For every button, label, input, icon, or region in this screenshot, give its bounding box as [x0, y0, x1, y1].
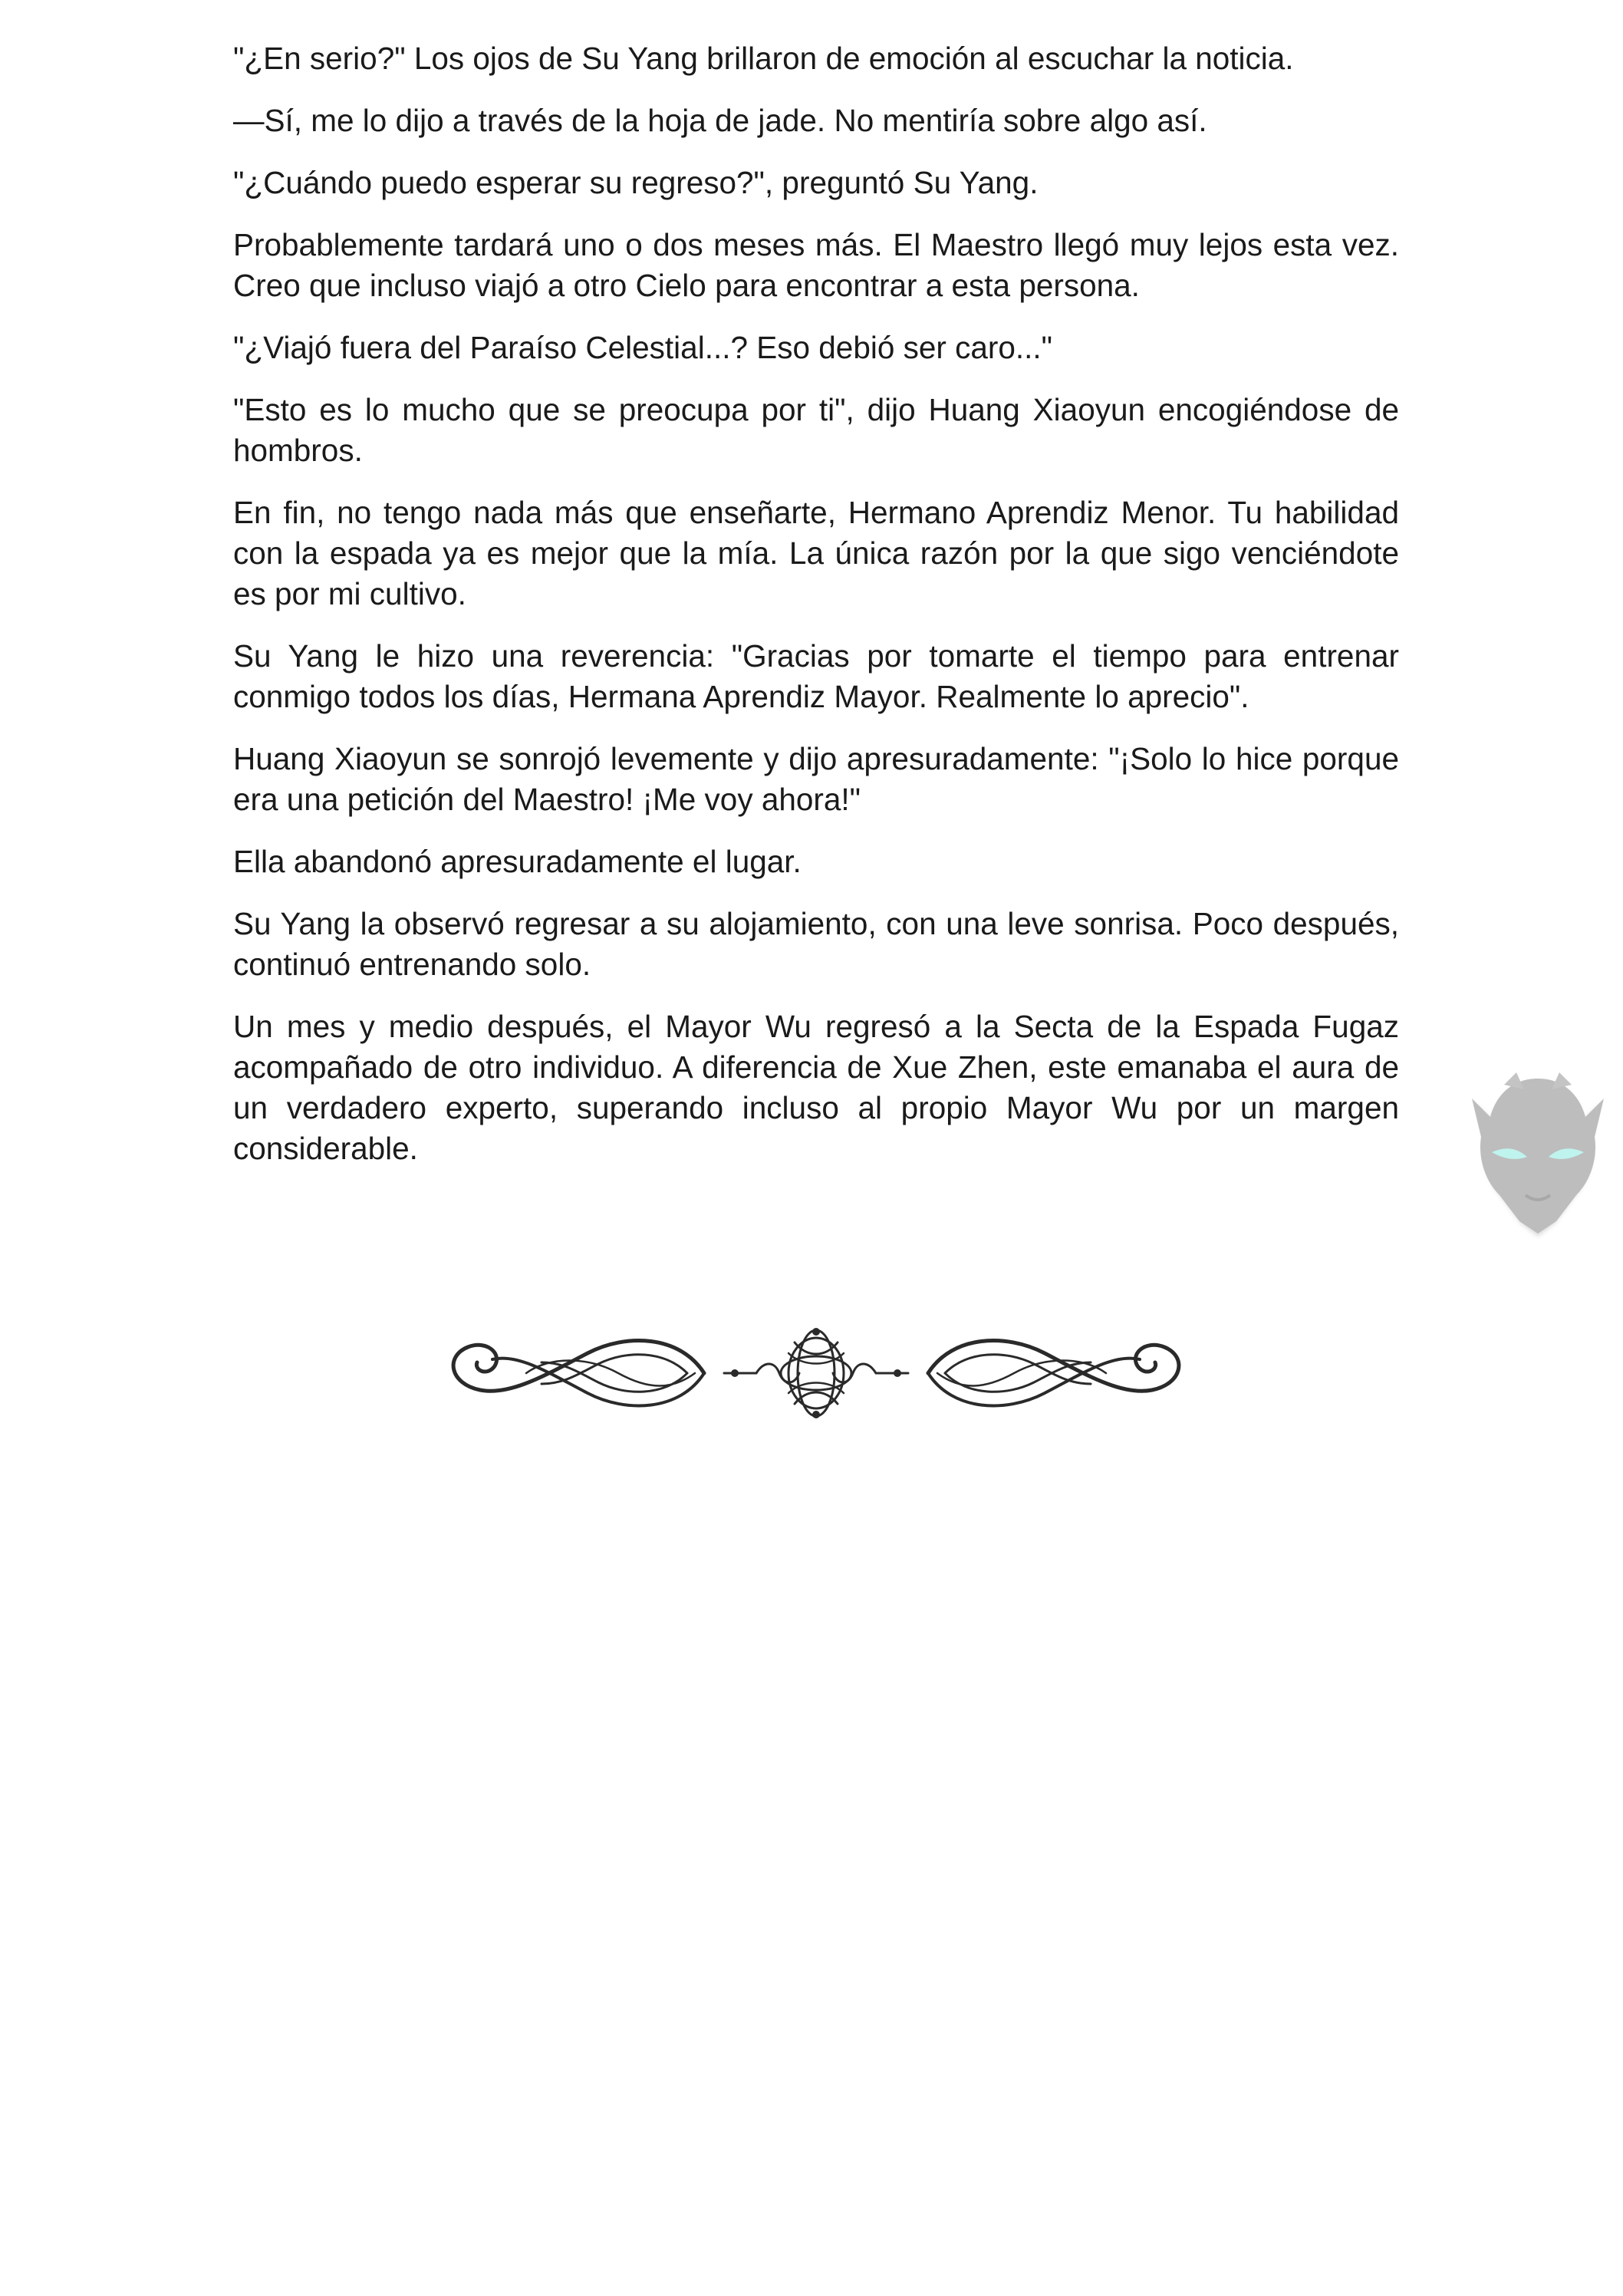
demon-head-icon [1461, 1066, 1615, 1243]
paragraph: Su Yang la observó regresar a su alojamiento, con una leve sonrisa. Poco después, continuó entrenando solo. [233, 906, 1399, 982]
paragraph: —Sí, me lo dijo a través de la hoja de jade. No mentiría sobre algo así. [233, 103, 1207, 138]
paragraph: Probablemente tardará uno o dos meses más. El Maestro llegó muy lejos esta vez. Creo que incluso viajó a otro Cielo para encontrar a esta persona. [233, 227, 1399, 303]
paragraph: En fin, no tengo nada más que enseñarte, Hermano Aprendiz Menor. Tu habilidad con la espada ya es mejor que la mía. La única razón por la que sigo venciéndote es por mi cultivo. [233, 495, 1399, 611]
paragraph: Huang Xiaoyun se sonrojó levemente y dijo apresuradamente: "¡Solo lo hice porque era una petición del Maestro! ¡Me voy ahora!" [233, 741, 1399, 817]
paragraph: "¿Viajó fuera del Paraíso Celestial...? Eso debió ser caro..." [233, 330, 1053, 365]
paragraph: Un mes y medio después, el Mayor Wu regresó a la Secta de la Espada Fugaz acompañado de otro individuo. A diferencia de Xue Zhen, este emanaba el aura de un verdadero experto, superando incluso al propio Mayor Wu por un margen considerable. [233, 1009, 1399, 1166]
paragraph: "Esto es lo mucho que se preocupa por ti", dijo Huang Xiaoyun encogiéndose de hombros. [233, 392, 1399, 468]
paragraph: "¿En serio?" Los ojos de Su Yang brillaron de emoción al escuchar la noticia. [233, 41, 1294, 76]
paragraph: Su Yang le hizo una reverencia: "Gracias por tomarte el tiempo para entrenar conmigo todos los días, Hermana Aprendiz Mayor. Realmente lo aprecio". [233, 638, 1399, 714]
page-body [233, 38, 1399, 1191]
paragraph: "¿Cuándo puedo esperar su regreso?", preguntó Su Yang. [233, 165, 1039, 200]
flourish-divider-icon [434, 1319, 1198, 1427]
paragraph: Ella abandonó apresuradamente el lugar. [233, 844, 802, 879]
